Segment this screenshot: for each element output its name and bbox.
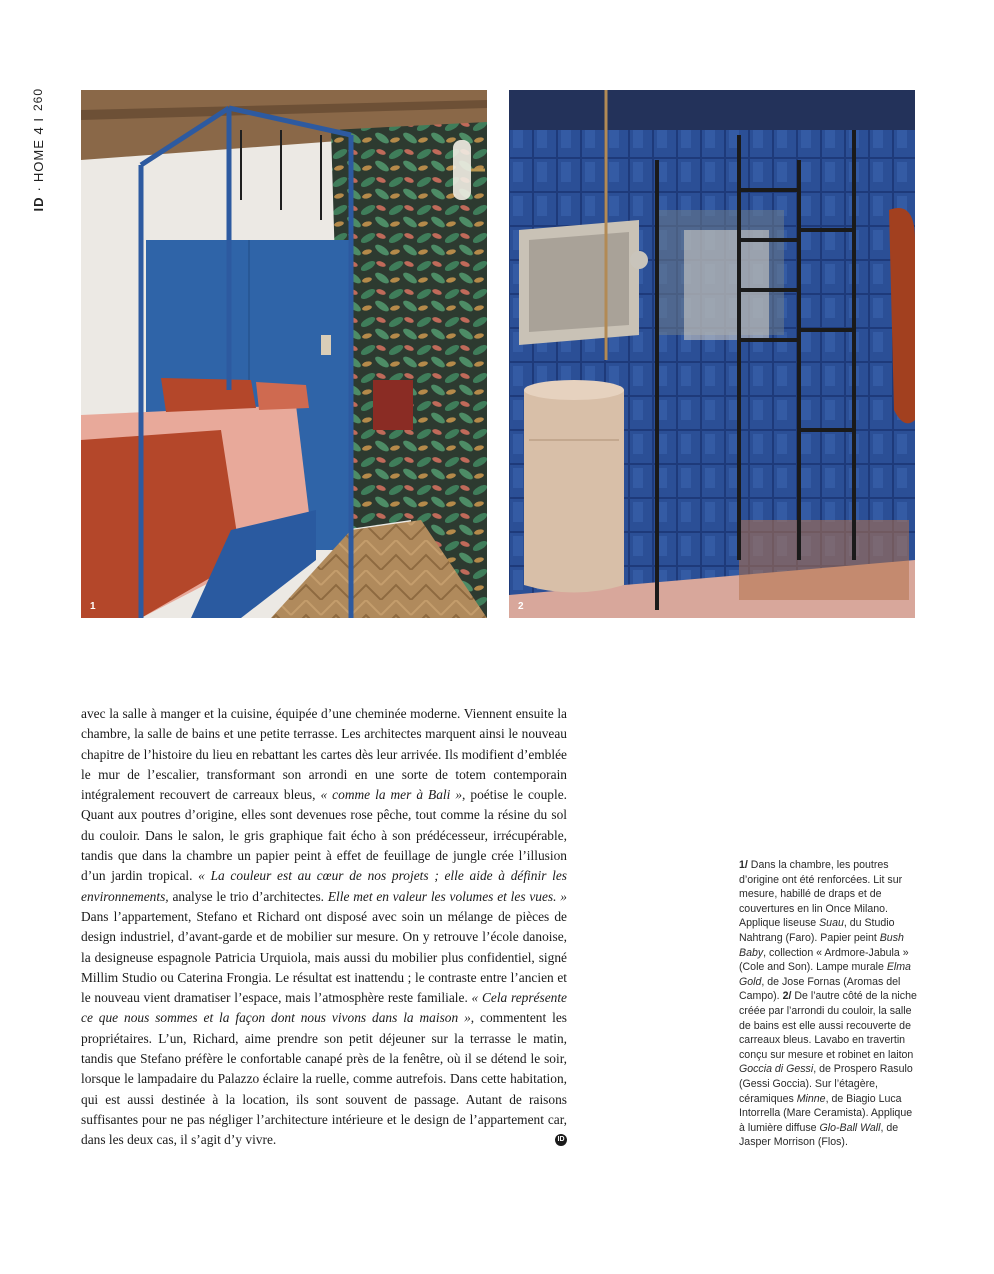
section-name: HOME 4 I — [30, 117, 46, 183]
caption-product: Minne — [796, 1092, 826, 1105]
end-of-article-icon: ID — [555, 1134, 567, 1146]
body-run: Dans l’appartement, Stefano et Richard ont disposé avec soin un mélange de pièces de design industriel, d’avant-garde et de mobilier sur mesure. On y retrouve l’école danoise, la designeuse espagnole Patricia Urquiola, mais aussi du mobilier plus confidentiel, signé Millim Studio ou Caterina Frongia. Le résultat est inattendu ; le contraste entre l’ancien et le nouveau vient dramatiser l’espace, mais l’atmosphère reste familiale. — [81, 908, 567, 1006]
caption-product: Bush Baby — [739, 931, 904, 959]
caption-product: Glo-Ball Wall — [819, 1121, 881, 1134]
folio — [26, 88, 50, 212]
caption-product: Goccia di Gessi — [739, 1063, 814, 1076]
caption-run: , de Biagio Luca Intorrella (Mare Ceramista). Applique à lumière diffuse — [739, 1092, 913, 1134]
body-run: analyse le trio d’architectes. — [168, 888, 328, 904]
quote: « Cela représente ce que nous sommes et la façon dont nous vivons dans la maison » — [81, 990, 568, 1026]
caption-run: , de Jasper Morrison (Flos). — [739, 1121, 899, 1149]
caption-run: , de Prospero Rasulo (Gessi Goccia). Sur l’étagère, céramiques — [739, 1063, 913, 1105]
photo-number-1: 1 — [90, 601, 96, 612]
page-number: 260 — [31, 88, 45, 112]
body-run: , poétise le couple. Quant aux poutres d’origine, elles sont devenues rose pêche, tout comme la résine du sol du couloir. Dans le salon, le gris graphique fait écho à son prédécesseur, irrécupérable, tandis que dans la chambre un papier peint à effet de feuillage de jungle crée l’illusion d’un jardin tropical. — [81, 787, 567, 884]
caption-run: De l’autre côté de la niche créée par l’arrondi du couloir, la salle de bains est elle aussi recouverte de carreaux bleus. Lavabo en travertin conçu sur mesure et robinet en laiton — [739, 990, 917, 1061]
photo-captions — [739, 858, 917, 1150]
caption-run: , de Jose Fornas (Aromas del Campo). — [739, 975, 901, 1003]
caption-run: , collection « Ardmore-Jabula » (Cole and Son). Lampe murale — [739, 946, 909, 974]
quote: « comme la mer à Bali » — [320, 787, 463, 803]
photo-bedroom — [81, 90, 487, 618]
caption-product: Suau — [819, 917, 844, 930]
photo-number-2: 2 — [518, 601, 524, 612]
quote: « La couleur est au cœur de nos projets ; elle aide à définir les environnements, — [81, 868, 567, 904]
photo-bathroom — [509, 90, 915, 618]
caption-number-1: 1/ — [739, 859, 748, 871]
quote: Elle met en valeur les volumes et les vues. » — [327, 888, 567, 904]
caption-product: Elma Gold — [739, 961, 911, 988]
caption-run: , du Studio Nahtrang (Faro). Papier peint — [739, 917, 895, 944]
folio-separator: · — [30, 186, 46, 192]
article-body — [81, 704, 567, 1151]
article-paragraph — [81, 704, 567, 1151]
caption-text — [739, 858, 917, 1150]
caption-number-2: 2/ — [782, 990, 792, 1003]
body-run: avec la salle à manger et la cuisine, équipée d’une cheminée moderne. Viennent ensuite la chambre, la salle de bains et une petite terrasse. Les architectes marquent ainsi le nouveau chapitre de l’histoire du lieu en rebattant les cartes dès leur arrivée. Ils modifient d’emblée le mur de l’escalier, transformant son arrondi en une sorte de totem contemporain intégralement recouvert de carreaux bleus, — [81, 706, 567, 803]
caption-run: Dans la chambre, les poutres d’origine ont été renforcées. Lit sur mesure, habillé de draps et de couvertures en lin Once Milano. Applique liseuse — [739, 859, 903, 930]
body-run: , commentent les propriétaires. L’un, Richard, aime prendre son petit déjeuner sur la terrasse le matin, tandis que Stefano préfère le confortable canapé près de la fenêtre, où il se détend le soir, lorsque le lampadaire du Palazzo éclaire la ruelle, comme autrefois. Dans cette habitation, qui est aussi destinée à la location, ils sont souvent de passage. Autant de raisons suffisantes pour ne pas négliger l’architecture intérieure et le design de l’appartement car, dans les deux cas, il s’agit d’y vivre. — [81, 1010, 567, 1148]
bathroom-illustration — [509, 90, 915, 618]
bedroom-illustration — [81, 90, 487, 618]
magazine-name: ID — [30, 196, 46, 212]
